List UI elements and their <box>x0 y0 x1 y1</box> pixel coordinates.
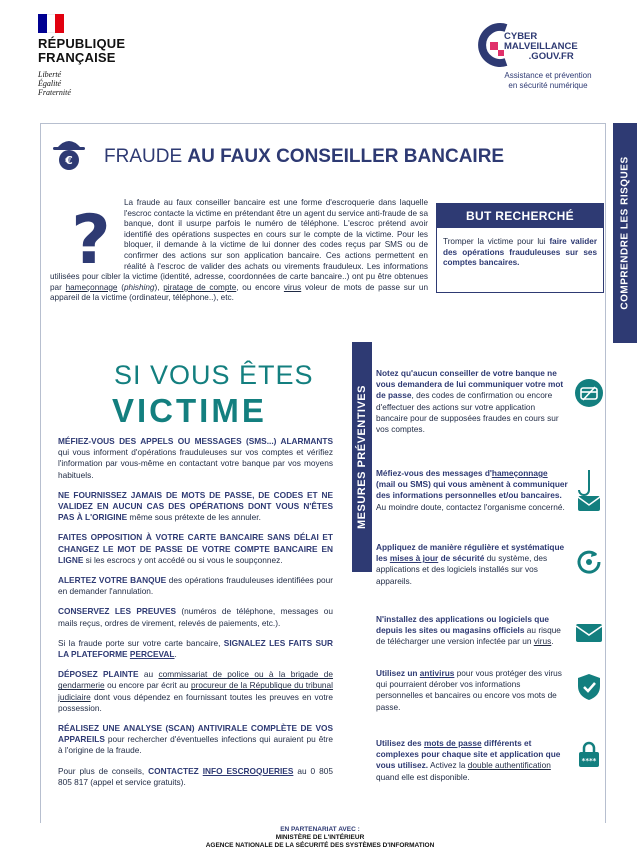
item-text: au <box>138 669 159 680</box>
item-bold: DÉPOSEZ PLAINTE <box>58 669 139 680</box>
page-title <box>104 146 504 168</box>
item-bold: RÉALISEZ UNE ANALYSE (SCAN) ANTIVIRALE COMPLÈTE DE VOS APPAREILS <box>58 723 333 745</box>
item-bold: Utilisez un <box>376 668 420 678</box>
link-antivirus[interactable]: antivirus <box>419 668 455 678</box>
item-text: si les escrocs y ont accédé ou si vous le soupçonnez. <box>83 554 283 565</box>
footer-partners <box>150 826 490 851</box>
item-bold: Méfiez-vous des messages d' <box>376 468 492 478</box>
item-text: du système, des applications et des logiciels installés sur vos appareils. <box>376 553 548 586</box>
item-bold: MÉFIEZ-VOUS DES APPELS OU MESSAGES (SMS...) ALARMANTS <box>58 436 333 446</box>
item-text: au 0 805 805 817 (appel et service gratuits). <box>58 765 333 787</box>
card-shield-icon <box>574 378 604 408</box>
link-piratage-compte[interactable]: piratage de compte <box>163 282 237 292</box>
intro-text-4: , ou encore <box>236 282 284 292</box>
item-text-2: ou encore par écrit au <box>104 680 191 691</box>
prevention-item <box>376 368 568 435</box>
victime-item <box>58 766 333 788</box>
prevention-section <box>352 342 606 812</box>
item-text: Au moindre doute, contactez l'organisme concerné. <box>376 501 565 512</box>
item-pre: Pour plus de conseils, <box>58 765 149 776</box>
item-bold-2: différents et complexes pour chaque site et application que vous utilisez. <box>376 738 561 771</box>
footer-anssi: AGENCE NATIONALE DE LA SÉCURITÉ DES SYSTÈMES D'INFORMATION <box>205 842 435 850</box>
victime-item <box>58 490 333 524</box>
item-text-2: . <box>551 636 554 647</box>
link-hameconnage[interactable]: hameçonnage <box>65 282 118 292</box>
svg-text:?: ? <box>71 205 111 271</box>
cyber-word3: .GOUV.FR <box>528 51 574 62</box>
item-bold: CONTACTEZ <box>148 765 203 776</box>
item-text-3: dont vous dépendez en fournissant toutes les preuves en votre possession. <box>58 691 333 713</box>
link-virus-2[interactable]: virus <box>533 636 552 647</box>
item-text: . <box>174 649 177 660</box>
item-bold: N'installez des applications ou logiciels que depuis les sites ou magasins officiels <box>376 614 550 636</box>
item-bold: Notez qu'aucun conseiller de votre banque ne vous demandera de lui communiquer votre mot de passe <box>376 368 564 401</box>
victime-item <box>58 436 333 481</box>
item-text: même sous prétexte de les annuler. <box>127 512 261 523</box>
rf-name-line2: FRANÇAISE <box>38 50 116 65</box>
item-bold: NE FOURNISSEZ JAMAIS DE MOTS DE PASSE, DE CODES ET NE VALIDEZ EN AUCUN CAS DES OPÉRATIONS DONT VOUS N'ÊTES PAS À L'ORIGINE <box>58 489 333 523</box>
victime-item <box>58 723 333 757</box>
item-pre: Si la fraude porte sur votre carte bancaire, <box>58 637 224 648</box>
footer-label: EN PARTENARIAT AVEC : <box>280 826 360 833</box>
link-procureur[interactable]: procureur de la République du tribunal judiciaire <box>58 680 334 702</box>
link-virus[interactable]: virus <box>283 282 302 292</box>
but-text: Tromper la victime pour lui <box>443 237 550 246</box>
link-mots-de-passe[interactable]: mots de passe <box>423 738 482 748</box>
victime-heading-line2: VICTIME <box>112 392 267 429</box>
victime-item <box>58 575 333 597</box>
prevention-item <box>376 668 568 713</box>
padlock-password-icon <box>574 740 604 770</box>
motto-liberte: Liberté <box>38 70 62 79</box>
intro-text-5: voleur de mots de passe sur un appareil de la victime (ordinateur, téléphone..), etc. <box>50 282 428 303</box>
link-info-escroqueries[interactable]: INFO ESCROQUERIES <box>202 765 294 776</box>
item-bold: FAITES OPPOSITION À VOTRE CARTE BANCAIRE SANS DÉLAI ET CHANGEZ LE MOT DE PASSE DE VOTRE COMPTE BANCAIRE EN LIGNE <box>58 532 333 565</box>
cyber-word2: MALVEILLANCE <box>504 41 578 52</box>
mail-download-icon <box>574 618 604 648</box>
title-bold: AU FAUX CONSEILLER BANCAIRE <box>187 146 505 167</box>
item-text: pour vous protéger des virus qui pourraient dérober vos informations personnelles et bancaires ou encore vos mots de passe. <box>376 668 562 712</box>
item-text: qui vous informent d'opérations frauduleuses sur vos comptes et vérifiez l'information par vous-même en contactant votre banque par vos moyens habituels. <box>58 447 333 480</box>
but-bold: faire valider des opérations frauduleuses sur ses comptes bancaires. <box>443 237 598 267</box>
prevention-item <box>376 542 568 587</box>
victime-item <box>58 606 333 628</box>
cybermalveillance-tagline <box>478 71 618 91</box>
item-text-2: quand elle est disponible. <box>376 771 470 782</box>
victime-item <box>58 532 333 566</box>
rf-name-line1: RÉPUBLIQUE <box>38 36 126 51</box>
cyber-word1: CYBER <box>504 31 538 42</box>
rf-motto <box>38 70 148 97</box>
republique-francaise-logo <box>38 14 148 97</box>
item-bold: SIGNALEZ LES FAITS SUR LA PLATEFORME <box>58 637 333 660</box>
link-perceval[interactable]: PERCEVAL <box>129 649 175 660</box>
item-bold-2: (mail ou SMS) qui vous amènent à communiquer des informations personnelles et/ou bancaires. <box>376 479 568 501</box>
link-hameconnage-2[interactable]: hameçonnage <box>491 468 548 478</box>
motto-fraternite: Fraternité <box>38 88 71 97</box>
update-icon <box>574 547 604 577</box>
hacker-euro-icon <box>49 132 89 172</box>
link-commissariat[interactable]: commissariat de police ou à la brigade de gendarmerie <box>58 669 334 691</box>
item-bold: CONSERVEZ LES PREUVES <box>58 606 177 617</box>
french-flag-icon <box>38 14 64 33</box>
link-double-authentification[interactable]: double authentification <box>467 760 551 771</box>
item-text: Activez la <box>428 760 468 771</box>
prevention-item <box>376 738 568 783</box>
item-text: pour rechercher d'éventuelles infections qui auraient pu être à l'origine de la fraude. <box>58 734 333 756</box>
motto-egalite: Égalité <box>38 79 62 88</box>
intro-text-2: ( <box>117 282 124 292</box>
intro-text-3: ), <box>154 282 164 292</box>
item-bold: Appliquez de manière régulière et systématique les <box>376 542 565 564</box>
item-text: au risque de télécharger une version infectée par un <box>376 625 561 647</box>
intro-text-1: La fraude au faux conseiller bancaire est une forme d'escroquerie dans laquelle l'escroc contacte la victime en prétendant être un agent du service anti-fraude de sa banque, dont il usurpe parfois le numéro de téléphone. L'escroc prétend avoir identifié des opérations suspectes en cours sur le compte de la victime. Pour les bloquer, il demande à la victime de lui donner des codes reçus par SMS ou de confirmer des actions sur son application bancaire. Ces actions permettent en réalité à l'escroc de valider des achats ou virements frauduleux. Les informations utilisées pour cibler la victime (identité, adresse, coordonnées de carte bancaire..) ont pu être obtenues par <box>50 198 428 292</box>
item-bold-2: de sécurité <box>438 553 485 564</box>
item-text: , des codes de confirmation ou encore d'effectuer des actions sur votre application bancaire pour de supposées fraudes en cours sur vos comptes. <box>376 390 559 435</box>
link-mises-a-jour[interactable]: mises à jour <box>389 553 439 564</box>
tagline-line2: en sécurité numérique <box>508 81 588 90</box>
but-recherche-text <box>437 228 603 269</box>
intro-phishing: phishing <box>123 282 155 292</box>
side-tab-label: COMPRENDRE LES RISQUES <box>619 156 631 310</box>
intro-paragraph <box>50 198 428 304</box>
but-recherche-box <box>436 203 604 293</box>
item-bold: Utilisez des <box>376 738 424 748</box>
side-tab-comprendre <box>613 123 637 343</box>
tagline-line1: Assistance et prévention <box>504 71 592 80</box>
footer-ministere: MINISTÈRE DE L'INTÉRIEUR <box>275 834 365 842</box>
item-bold: ALERTEZ VOTRE BANQUE <box>58 575 167 586</box>
svg-text:€: € <box>65 154 73 167</box>
but-recherche-heading: BUT RECHERCHÉ <box>437 204 603 228</box>
cybermalveillance-wordmark <box>504 32 578 62</box>
svg-text:****: **** <box>581 757 597 765</box>
prevention-tab-label: MESURES PRÉVENTIVES <box>356 385 368 529</box>
prevention-tab <box>352 342 372 572</box>
item-text: des opérations frauduleuses identifiées pour en demander l'annulation. <box>58 575 333 597</box>
prevention-item <box>376 468 568 513</box>
phishing-hook-icon <box>574 470 604 514</box>
victime-heading-line1: SI VOUS ÊTES <box>114 360 314 390</box>
prevention-item <box>376 614 568 648</box>
item-text: (numéros de téléphone, messages ou mails reçus, ordres de virement, relevés de paiements, etc.). <box>58 606 333 628</box>
victime-item <box>58 638 333 660</box>
shield-check-icon <box>574 672 604 702</box>
title-light: FRAUDE <box>104 146 188 167</box>
victime-item <box>58 669 333 714</box>
victime-list <box>58 436 333 797</box>
